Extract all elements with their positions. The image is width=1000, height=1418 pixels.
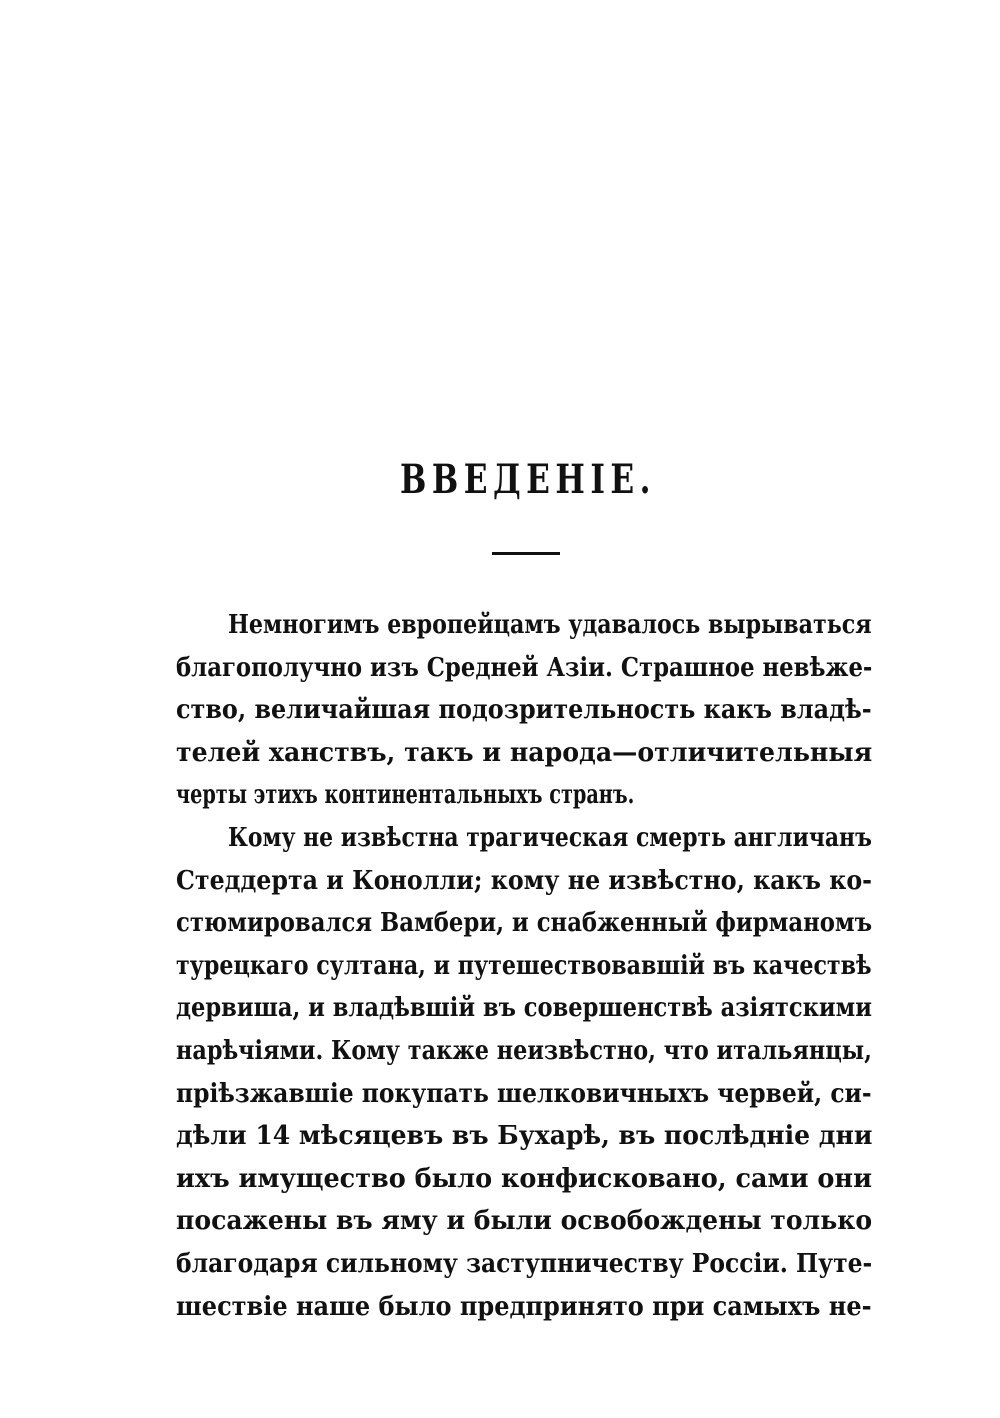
text-line-content: дервиша, и владѣвшій въ совершенствѣ азіятскими: [176, 993, 872, 1024]
paragraph-2: [176, 817, 872, 1328]
text-line-content: посажены въ яму и были освобождены только: [176, 1206, 873, 1237]
text-line-content: пріѣзжавшіе покупать шелковичныхъ червей, си-: [176, 1078, 872, 1109]
text-line: [176, 860, 872, 903]
text-line: [176, 1200, 872, 1243]
text-line-content: Кому не извѣстна трагическая смерть англичанъ: [228, 822, 872, 853]
paragraph-1: [176, 604, 872, 817]
text-line: [176, 1243, 872, 1286]
text-line-content: черты этихъ континентальныхъ странъ.: [176, 780, 635, 811]
text-line: [176, 1286, 872, 1329]
chapter-heading: ВВЕДЕНІЕ.: [400, 456, 656, 503]
body-text: [176, 604, 872, 1328]
text-line-content: Стеддерта и Конолли; кому не извѣстно, какъ ко-: [176, 865, 873, 896]
text-line: [176, 774, 872, 817]
text-line-content: стюмировался Вамбери, и снабженный фирманомъ: [176, 908, 873, 939]
text-line: [176, 647, 872, 690]
text-line: [176, 1073, 872, 1116]
text-line: [176, 732, 872, 775]
text-line-content: Немногимъ европейцамъ удавалось вырываться: [228, 610, 872, 640]
heading-divider: [492, 552, 560, 555]
text-line: [176, 1030, 872, 1073]
text-line-content: ихъ имущество было конфисковано, сами они: [176, 1163, 872, 1194]
text-line-content: благополучно изъ Средней Азіи. Страшное невѣже-: [176, 652, 873, 683]
text-line: [176, 604, 872, 647]
text-line-content: нарѣчіями. Кому также неизвѣстно, что итальянцы,: [176, 1035, 872, 1066]
text-line-content: телей ханствъ, такъ и народа—отличительныя: [176, 737, 873, 768]
text-line: [176, 945, 872, 988]
text-line: [176, 1115, 872, 1158]
text-line: [176, 987, 872, 1030]
text-line: [176, 1158, 872, 1201]
text-line: [176, 689, 872, 732]
text-line-content: дѣли 14 мѣсяцевъ въ Бухарѣ, въ послѣдніе дни: [176, 1121, 873, 1152]
text-line-content: благодаря сильному заступничеству Россіи. Путе-: [176, 1248, 873, 1279]
text-line: [176, 902, 872, 945]
text-line: [176, 817, 872, 860]
text-line-content: турецкаго султана, и путешествовавшій въ качествѣ: [176, 950, 872, 981]
text-line-content: шествіе наше было предпринято при самыхъ не-: [176, 1291, 872, 1322]
text-line-content: ство, величайшая подозрительность какъ владѣ-: [176, 695, 872, 726]
